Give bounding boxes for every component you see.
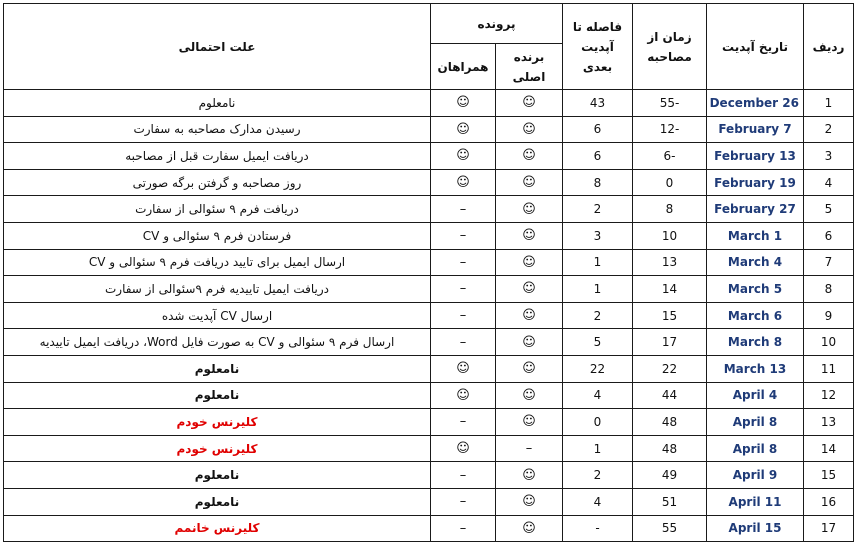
cell-possible-reason: ارسال ایمیل برای تایید دریافت فرم ۹ سئوالی و CV [4,249,431,276]
header-main-winner: برنده اصلی [496,44,563,90]
cell-companions: ☺ [430,435,495,462]
cell-possible-reason: ارسال فرم ۹ سئوالی و CV به صورت فایل Word، دریافت ایمیل تاییدیه [4,329,431,356]
cell-time-since-interview: 15 [633,302,707,329]
table-row [4,515,854,542]
cell-main-winner: ☺ [496,515,563,542]
cell-possible-reason: دریافت ایمیل تاییدیه فرم ۹سئوالی از سفارت [4,276,431,303]
cell-row-no: 10 [804,329,854,356]
table-row [4,329,854,356]
cell-update-date: 4 March [707,249,804,276]
cell-main-winner: ☺ [496,329,563,356]
cell-row-no: 12 [804,382,854,409]
table-row [4,488,854,515]
cell-companions: ☺ [430,382,495,409]
cell-gap-to-next-update: 0 [563,409,633,436]
cell-row-no: 15 [804,462,854,489]
table-body [4,90,854,542]
cell-companions: – [430,462,495,489]
cell-time-since-interview: 17 [633,329,707,356]
table-row [4,302,854,329]
cell-gap-to-next-update: 22 [563,355,633,382]
cell-possible-reason: کلیرنس خودم [4,409,431,436]
cell-update-date: 26 December [707,90,804,117]
cell-main-winner: ☺ [496,355,563,382]
cell-companions: – [430,409,495,436]
cell-row-no: 7 [804,249,854,276]
cell-companions: ☺ [430,116,495,143]
cell-update-date: 13 February [707,143,804,170]
cell-time-since-interview: 10 [633,222,707,249]
cell-possible-reason: نامعلوم [4,488,431,515]
table-row [4,169,854,196]
cell-gap-to-next-update: 2 [563,302,633,329]
cell-companions: – [430,302,495,329]
cell-time-since-interview: 49 [633,462,707,489]
cell-time-since-interview: 13 [633,249,707,276]
header-update-date: تاریخ آپدیت [707,4,804,90]
header-file: پرونده [430,4,562,44]
cell-update-date: 4 April [707,382,804,409]
cell-main-winner: ☺ [496,196,563,223]
cell-time-since-interview: 48 [633,409,707,436]
header-companions: همراهان [430,44,495,90]
cell-possible-reason: دریافت ایمیل سفارت قبل از مصاحبه [4,143,431,170]
cell-main-winner: ☺ [496,116,563,143]
cell-main-winner: ☺ [496,488,563,515]
table-row [4,196,854,223]
table-row [4,116,854,143]
cell-possible-reason: کلیرنس خودم [4,435,431,462]
table-row [4,143,854,170]
cell-row-no: 16 [804,488,854,515]
header-gap-to-next-update: فاصله تا آپدیت بعدی [563,4,633,90]
cell-gap-to-next-update: 1 [563,249,633,276]
cell-main-winner: – [496,435,563,462]
cell-update-date: 11 April [707,488,804,515]
table-row [4,222,854,249]
cell-gap-to-next-update: 4 [563,488,633,515]
cell-time-since-interview: 22 [633,355,707,382]
cell-update-date: 19 February [707,169,804,196]
cell-row-no: 13 [804,409,854,436]
cell-gap-to-next-update: - [563,515,633,542]
cell-main-winner: ☺ [496,249,563,276]
header-row-no: ردیف [804,4,854,90]
cell-update-date: 13 March [707,355,804,382]
cell-row-no: 3 [804,143,854,170]
cell-companions: ☺ [430,355,495,382]
cell-row-no: 6 [804,222,854,249]
cell-main-winner: ☺ [496,409,563,436]
cell-gap-to-next-update: 2 [563,462,633,489]
table-row [4,435,854,462]
cell-time-since-interview: -12 [633,116,707,143]
cell-main-winner: ☺ [496,302,563,329]
table-row [4,409,854,436]
table-row [4,276,854,303]
cell-row-no: 1 [804,90,854,117]
header-time-since-interview: زمان از مصاحبه [633,4,707,90]
cell-main-winner: ☺ [496,222,563,249]
cell-possible-reason: رسیدن مدارک مصاحبه به سفارت [4,116,431,143]
cell-row-no: 5 [804,196,854,223]
cell-update-date: 5 March [707,276,804,303]
cell-update-date: 9 April [707,462,804,489]
cell-companions: – [430,276,495,303]
table-row [4,355,854,382]
cell-possible-reason: کلیرنس خانمم [4,515,431,542]
cell-main-winner: ☺ [496,382,563,409]
cell-row-no: 4 [804,169,854,196]
cell-update-date: 8 March [707,329,804,356]
cell-row-no: 8 [804,276,854,303]
cell-main-winner: ☺ [496,90,563,117]
cell-gap-to-next-update: 6 [563,116,633,143]
table-row [4,382,854,409]
header-possible-reason: علت احتمالی [4,4,431,90]
cell-possible-reason: دریافت فرم ۹ سئوالی از سفارت [4,196,431,223]
cell-possible-reason: نامعلوم [4,90,431,117]
cell-row-no: 14 [804,435,854,462]
table-row [4,249,854,276]
cell-gap-to-next-update: 5 [563,329,633,356]
cell-update-date: 1 March [707,222,804,249]
cell-companions: – [430,515,495,542]
cell-row-no: 2 [804,116,854,143]
cell-update-date: 6 March [707,302,804,329]
cell-gap-to-next-update: 1 [563,435,633,462]
cell-companions: – [430,249,495,276]
cell-gap-to-next-update: 3 [563,222,633,249]
cell-companions: – [430,196,495,223]
cell-update-date: 8 April [707,409,804,436]
cell-companions: ☺ [430,143,495,170]
cell-update-date: 27 February [707,196,804,223]
cell-main-winner: ☺ [496,169,563,196]
cell-main-winner: ☺ [496,143,563,170]
cell-time-since-interview: 48 [633,435,707,462]
cell-companions: – [430,488,495,515]
cell-possible-reason: فرستادن فرم ۹ سئوالی و CV [4,222,431,249]
cell-companions: – [430,222,495,249]
cell-gap-to-next-update: 4 [563,382,633,409]
cell-companions: ☺ [430,90,495,117]
cell-possible-reason: نامعلوم [4,462,431,489]
cell-main-winner: ☺ [496,462,563,489]
cell-row-no: 9 [804,302,854,329]
cell-gap-to-next-update: 8 [563,169,633,196]
cell-main-winner: ☺ [496,276,563,303]
cell-time-since-interview: 0 [633,169,707,196]
table-row [4,462,854,489]
cell-time-since-interview: -55 [633,90,707,117]
cell-time-since-interview: 55 [633,515,707,542]
update-history-table [3,3,854,542]
cell-time-since-interview: 14 [633,276,707,303]
cell-time-since-interview: 8 [633,196,707,223]
cell-time-since-interview: -6 [633,143,707,170]
cell-row-no: 11 [804,355,854,382]
cell-time-since-interview: 51 [633,488,707,515]
cell-update-date: 8 April [707,435,804,462]
cell-update-date: 7 February [707,116,804,143]
cell-possible-reason: نامعلوم [4,355,431,382]
cell-gap-to-next-update: 6 [563,143,633,170]
cell-gap-to-next-update: 43 [563,90,633,117]
cell-update-date: 15 April [707,515,804,542]
cell-time-since-interview: 44 [633,382,707,409]
cell-gap-to-next-update: 2 [563,196,633,223]
cell-possible-reason: نامعلوم [4,382,431,409]
cell-companions: – [430,329,495,356]
cell-row-no: 17 [804,515,854,542]
cell-companions: ☺ [430,169,495,196]
cell-possible-reason: ارسال CV آپدیت شده [4,302,431,329]
cell-possible-reason: روز مصاحبه و گرفتن برگه صورتی [4,169,431,196]
table-row [4,90,854,117]
cell-gap-to-next-update: 1 [563,276,633,303]
